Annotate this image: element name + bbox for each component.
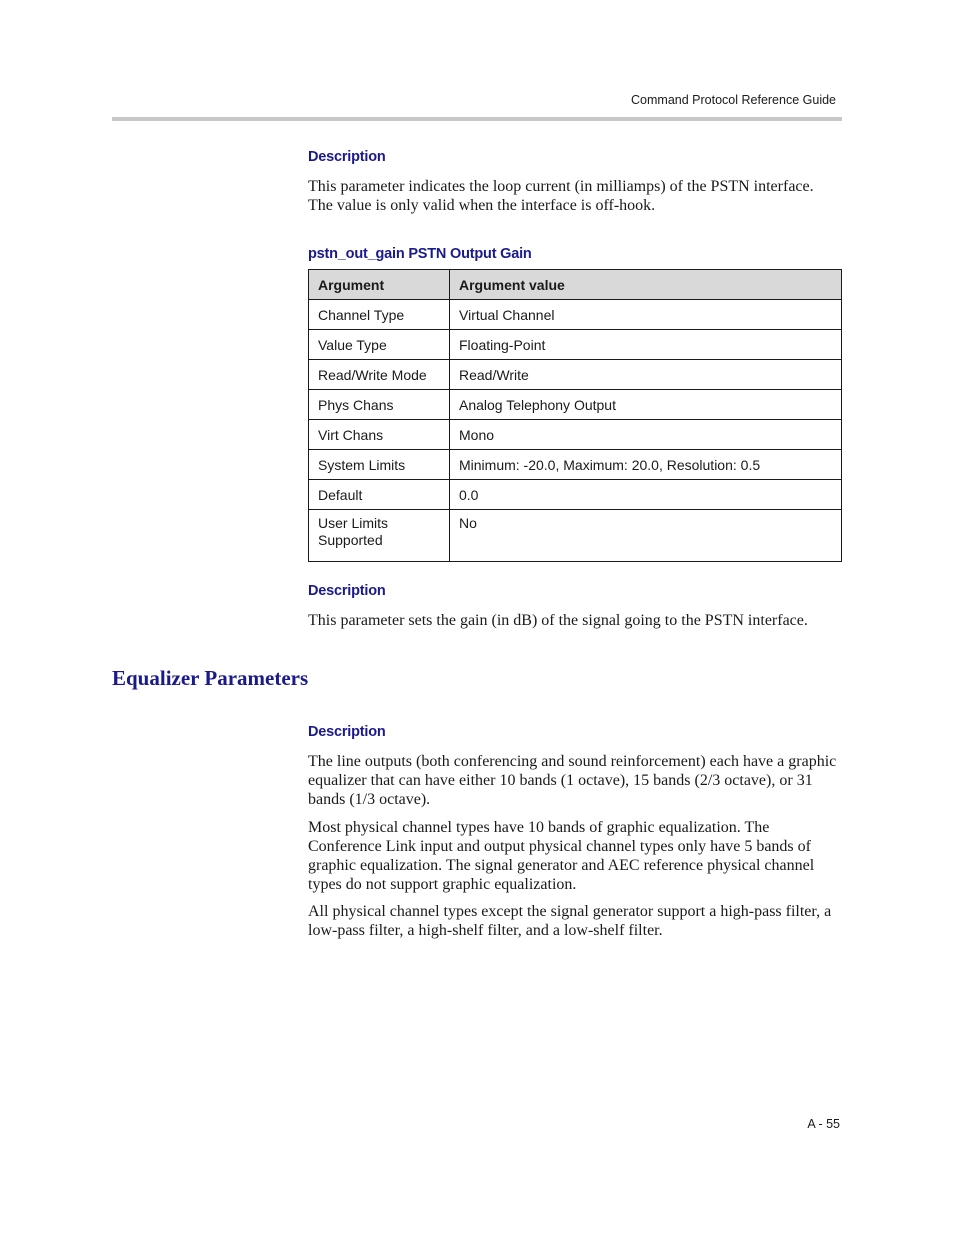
table-cell: System Limits: [309, 450, 450, 480]
equalizer-paragraph-2-wrap: [308, 818, 842, 894]
table-cell: User Limits Supported: [309, 510, 450, 562]
equalizer-paragraph: The line outputs (both conferencing and sound reinforcement) each have a graphic equalizer that can have either 10 bands (1 octave), 15 bands (2/3 octave), or 31 bands (1/3 octave).: [308, 753, 837, 808]
table-row: [309, 480, 842, 510]
table-cell: Floating-Point: [450, 330, 842, 360]
table-cell: Virt Chans: [309, 420, 450, 450]
table-row: [309, 330, 842, 360]
table-header-cell: Argument: [309, 270, 450, 300]
description-heading: Description: [308, 724, 386, 740]
table-cell: Virtual Channel: [450, 300, 842, 330]
section-title: Equalizer Parameters: [112, 666, 309, 690]
description-heading: Description: [308, 149, 386, 165]
page-number: A - 55: [807, 1117, 840, 1131]
table-row: [309, 450, 842, 480]
table-cell: Read/Write: [450, 360, 842, 390]
table-cell: Value Type: [309, 330, 450, 360]
description-block-1: [308, 149, 842, 165]
equalizer-paragraph-3-wrap: [308, 902, 842, 940]
param-table: [308, 269, 842, 562]
header-rule: [112, 117, 842, 121]
table-cell: 0.0: [450, 480, 842, 510]
table-cell: Read/Write Mode: [309, 360, 450, 390]
param-title: pstn_out_gain PSTN Output Gain: [308, 246, 532, 262]
equalizer-paragraph-1-wrap: [308, 752, 842, 809]
param-table-wrap: [308, 269, 842, 562]
running-header: Command Protocol Reference Guide: [631, 93, 836, 107]
table-cell: Default: [309, 480, 450, 510]
param-title-wrap: [308, 246, 842, 262]
table-row: [309, 360, 842, 390]
description-heading: Description: [308, 583, 386, 599]
equalizer-paragraph: Most physical channel types have 10 bands of graphic equalization. The Conference Link input and output physical channel types only have 5 bands of graphic equalization. The signal generator and AEC reference physical channel types do not support graphic equalization.: [308, 819, 815, 893]
table-header-cell: Argument value: [450, 270, 842, 300]
description-block-2: [308, 583, 842, 599]
table-cell: Analog Telephony Output: [450, 390, 842, 420]
table-row: [309, 510, 842, 562]
table-cell: Mono: [450, 420, 842, 450]
table-row: [309, 390, 842, 420]
table-cell: Channel Type: [309, 300, 450, 330]
equalizer-paragraph: All physical channel types except the signal generator support a high-pass filter, a low-pass filter, a high-shelf filter, and a low-shelf filter.: [308, 903, 832, 939]
description-body-2-wrap: [308, 611, 842, 630]
table-cell: No: [450, 510, 842, 562]
table-row: [309, 420, 842, 450]
equalizer-description-heading-wrap: [308, 724, 842, 740]
table-row: [309, 300, 842, 330]
description-body-1-wrap: [308, 177, 842, 215]
table-header-row: [309, 270, 842, 300]
table-cell: Minimum: -20.0, Maximum: 20.0, Resolution: 0.5: [450, 450, 842, 480]
description-body: This parameter indicates the loop current (in milliamps) of the PSTN interface. The value is only valid when the interface is off-hook.: [308, 178, 814, 214]
description-body: This parameter sets the gain (in dB) of the signal going to the PSTN interface.: [308, 612, 808, 629]
table-cell: Phys Chans: [309, 390, 450, 420]
